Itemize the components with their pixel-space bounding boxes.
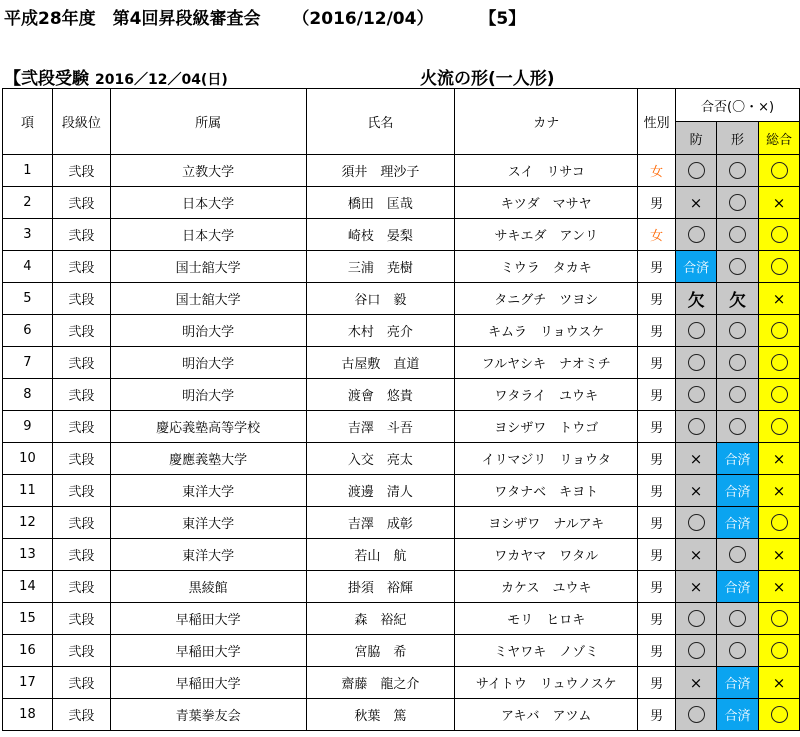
result-circle [676,347,717,379]
row-kana: イリマジリ リョウタ [455,443,638,475]
table-row [3,539,800,571]
page-title [4,4,525,29]
circle-mark-icon [729,418,746,435]
circle-mark-icon [688,514,705,531]
row-gender: 男 [638,347,676,379]
row-rank: 弐段 [52,667,110,699]
row-name: 吉澤 成彰 [306,507,455,539]
circle-mark-icon [771,610,788,627]
result-circle [759,699,800,731]
row-rank: 弐段 [52,155,110,187]
col-total: 総合 [759,122,800,155]
result-circle [717,251,759,283]
circle-mark-icon [729,322,746,339]
result-circle [717,539,759,571]
row-no: 10 [3,443,53,475]
row-gender: 男 [638,635,676,667]
row-kana: フルヤシキ ナオミチ [455,347,638,379]
result-cross: × [759,187,800,219]
table-row [3,699,800,731]
row-affiliation: 立教大学 [110,155,306,187]
result-circle [759,507,800,539]
row-no: 14 [3,571,53,603]
circle-mark-icon [729,642,746,659]
row-gender: 男 [638,667,676,699]
table-row [3,635,800,667]
result-circle [717,315,759,347]
result-circle [717,635,759,667]
row-name: 三浦 尭樹 [306,251,455,283]
row-gender: 男 [638,411,676,443]
result-passed-prior: 合済 [717,475,759,507]
row-rank: 弐段 [52,187,110,219]
row-gender: 男 [638,315,676,347]
table-row [3,251,800,283]
row-kana: カケス ユウキ [455,571,638,603]
row-affiliation: 明治大学 [110,347,306,379]
kata-title: 火流の形(一人形) [420,69,555,89]
row-kana: キムラ リョウスケ [455,315,638,347]
circle-mark-icon [771,642,788,659]
circle-mark-icon [688,386,705,403]
row-kana: スイ リサコ [455,155,638,187]
row-name: 古屋敷 直道 [306,347,455,379]
result-circle [759,219,800,251]
row-rank: 弐段 [52,603,110,635]
row-no: 16 [3,635,53,667]
row-rank: 弐段 [52,315,110,347]
row-gender: 女 [638,155,676,187]
row-gender: 男 [638,539,676,571]
row-no: 3 [3,219,53,251]
result-cross: × [676,187,717,219]
col-result: 合否(〇・×) [676,89,800,122]
row-kana: ワタライ ユウキ [455,379,638,411]
circle-mark-icon [729,386,746,403]
result-circle [759,251,800,283]
row-kana: サキエダ アンリ [455,219,638,251]
circle-mark-icon [688,226,705,243]
circle-mark-icon [729,610,746,627]
row-name: 吉澤 斗吾 [306,411,455,443]
table-row [3,155,800,187]
results-table [2,88,800,731]
table-row [3,283,800,315]
row-no: 13 [3,539,53,571]
row-kana: ヨシザワ ナルアキ [455,507,638,539]
row-kana: タニグチ ツヨシ [455,283,638,315]
row-affiliation: 明治大学 [110,379,306,411]
row-name: 宮脇 希 [306,635,455,667]
row-affiliation: 青葉拳友会 [110,699,306,731]
table-row [3,187,800,219]
circle-mark-icon [688,162,705,179]
row-affiliation: 黒綾館 [110,571,306,603]
result-passed-prior: 合済 [717,443,759,475]
circle-mark-icon [729,354,746,371]
event-date: （2016/12/04） [292,9,434,29]
row-affiliation: 東洋大学 [110,539,306,571]
row-name: 須井 理沙子 [306,155,455,187]
row-affiliation: 早稲田大学 [110,635,306,667]
row-rank: 弐段 [52,283,110,315]
circle-mark-icon [771,162,788,179]
circle-mark-icon [771,226,788,243]
grade-date: 2016／12／04(日) [95,72,228,88]
row-name: 齋藤 龍之介 [306,667,455,699]
result-circle [717,219,759,251]
row-name: 秋葉 篤 [306,699,455,731]
row-affiliation: 日本大学 [110,219,306,251]
table-row [3,379,800,411]
row-kana: ワカヤマ ワタル [455,539,638,571]
row-no: 8 [3,379,53,411]
row-kana: ミウラ タカキ [455,251,638,283]
row-rank: 弐段 [52,347,110,379]
row-no: 1 [3,155,53,187]
row-gender: 男 [638,507,676,539]
row-gender: 男 [638,283,676,315]
row-name: 入交 亮太 [306,443,455,475]
table-row [3,603,800,635]
row-rank: 弐段 [52,411,110,443]
result-passed-prior: 合済 [717,507,759,539]
row-no: 17 [3,667,53,699]
row-rank: 弐段 [52,379,110,411]
table-row [3,475,800,507]
row-no: 2 [3,187,53,219]
row-no: 4 [3,251,53,283]
result-cross: × [759,539,800,571]
circle-mark-icon [729,226,746,243]
result-circle [676,699,717,731]
result-circle [676,155,717,187]
result-circle [676,635,717,667]
row-gender: 女 [638,219,676,251]
col-rank: 段級位 [52,89,110,155]
result-cross: × [676,475,717,507]
page-number: 【5】 [479,9,526,29]
table-row [3,571,800,603]
result-passed-prior: 合済 [717,667,759,699]
row-rank: 弐段 [52,507,110,539]
row-no: 15 [3,603,53,635]
circle-mark-icon [771,418,788,435]
circle-mark-icon [688,322,705,339]
row-affiliation: 国士舘大学 [110,283,306,315]
row-gender: 男 [638,187,676,219]
result-cross: × [676,667,717,699]
row-no: 11 [3,475,53,507]
result-circle [676,379,717,411]
result-cross: × [759,571,800,603]
row-kana: ワタナベ キヨト [455,475,638,507]
circle-mark-icon [729,546,746,563]
row-affiliation: 慶応義塾高等学校 [110,411,306,443]
row-no: 18 [3,699,53,731]
circle-mark-icon [771,514,788,531]
result-circle [717,411,759,443]
result-circle [676,603,717,635]
row-affiliation: 早稲田大学 [110,603,306,635]
result-passed-prior: 合済 [717,571,759,603]
result-circle [759,155,800,187]
result-circle [717,603,759,635]
row-rank: 弐段 [52,443,110,475]
row-affiliation: 慶應義塾大学 [110,443,306,475]
row-affiliation: 東洋大学 [110,475,306,507]
result-circle [676,315,717,347]
grade-label: 【弐段受験 [4,69,89,89]
circle-mark-icon [688,354,705,371]
table-row [3,315,800,347]
table-row [3,667,800,699]
row-name: 若山 航 [306,539,455,571]
result-cross: × [759,283,800,315]
result-circle [717,379,759,411]
result-absent: 欠 [676,283,717,315]
grade-heading [4,64,228,89]
col-kana: カナ [455,89,638,155]
event-title: 平成28年度 第4回昇段級審査会 [4,9,261,29]
result-passed-prior: 合済 [676,251,717,283]
result-circle [676,411,717,443]
row-rank: 弐段 [52,251,110,283]
circle-mark-icon [688,706,705,723]
table-row [3,411,800,443]
result-absent: 欠 [717,283,759,315]
result-cross: × [759,443,800,475]
result-circle [717,347,759,379]
circle-mark-icon [729,194,746,211]
circle-mark-icon [771,706,788,723]
circle-mark-icon [729,258,746,275]
circle-mark-icon [688,642,705,659]
table-row [3,347,800,379]
col-gender: 性別 [638,89,676,155]
col-form: 形 [717,122,759,155]
result-circle [759,603,800,635]
result-cross: × [759,667,800,699]
row-no: 6 [3,315,53,347]
row-gender: 男 [638,699,676,731]
table-row [3,219,800,251]
result-circle [676,507,717,539]
result-cross: × [676,443,717,475]
result-circle [759,315,800,347]
row-kana: サイトウ リュウノスケ [455,667,638,699]
result-circle [717,187,759,219]
col-name: 氏名 [306,89,455,155]
row-gender: 男 [638,603,676,635]
row-no: 9 [3,411,53,443]
row-affiliation: 日本大学 [110,187,306,219]
result-passed-prior: 合済 [717,699,759,731]
circle-mark-icon [688,610,705,627]
row-gender: 男 [638,443,676,475]
circle-mark-icon [729,162,746,179]
result-cross: × [676,571,717,603]
result-circle [759,379,800,411]
result-cross: × [676,539,717,571]
result-cross: × [759,475,800,507]
row-rank: 弐段 [52,475,110,507]
row-name: 木村 亮介 [306,315,455,347]
circle-mark-icon [771,386,788,403]
row-kana: キツダ マサヤ [455,187,638,219]
result-circle [676,219,717,251]
row-no: 12 [3,507,53,539]
table-row [3,507,800,539]
row-gender: 男 [638,571,676,603]
row-name: 橋田 匡哉 [306,187,455,219]
circle-mark-icon [771,354,788,371]
row-name: 渡會 悠貴 [306,379,455,411]
row-rank: 弐段 [52,219,110,251]
circle-mark-icon [771,258,788,275]
circle-mark-icon [771,322,788,339]
row-affiliation: 明治大学 [110,315,306,347]
row-name: 谷口 毅 [306,283,455,315]
result-circle [759,347,800,379]
row-name: 掛須 裕輝 [306,571,455,603]
result-circle [759,635,800,667]
row-affiliation: 早稲田大学 [110,667,306,699]
row-rank: 弐段 [52,571,110,603]
row-name: 森 裕紀 [306,603,455,635]
row-kana: アキバ アツム [455,699,638,731]
row-name: 渡邊 清人 [306,475,455,507]
row-affiliation: 国士舘大学 [110,251,306,283]
row-no: 5 [3,283,53,315]
col-defense: 防 [676,122,717,155]
row-rank: 弐段 [52,699,110,731]
row-gender: 男 [638,379,676,411]
row-kana: ミヤワキ ノゾミ [455,635,638,667]
col-affiliation: 所属 [110,89,306,155]
row-kana: モリ ヒロキ [455,603,638,635]
row-rank: 弐段 [52,635,110,667]
table-row [3,443,800,475]
col-no: 項 [3,89,53,155]
circle-mark-icon [688,418,705,435]
row-no: 7 [3,347,53,379]
row-affiliation: 東洋大学 [110,507,306,539]
result-circle [717,155,759,187]
result-circle [759,411,800,443]
row-rank: 弐段 [52,539,110,571]
row-gender: 男 [638,251,676,283]
row-gender: 男 [638,475,676,507]
row-kana: ヨシザワ トウゴ [455,411,638,443]
row-name: 崎枝 晏梨 [306,219,455,251]
